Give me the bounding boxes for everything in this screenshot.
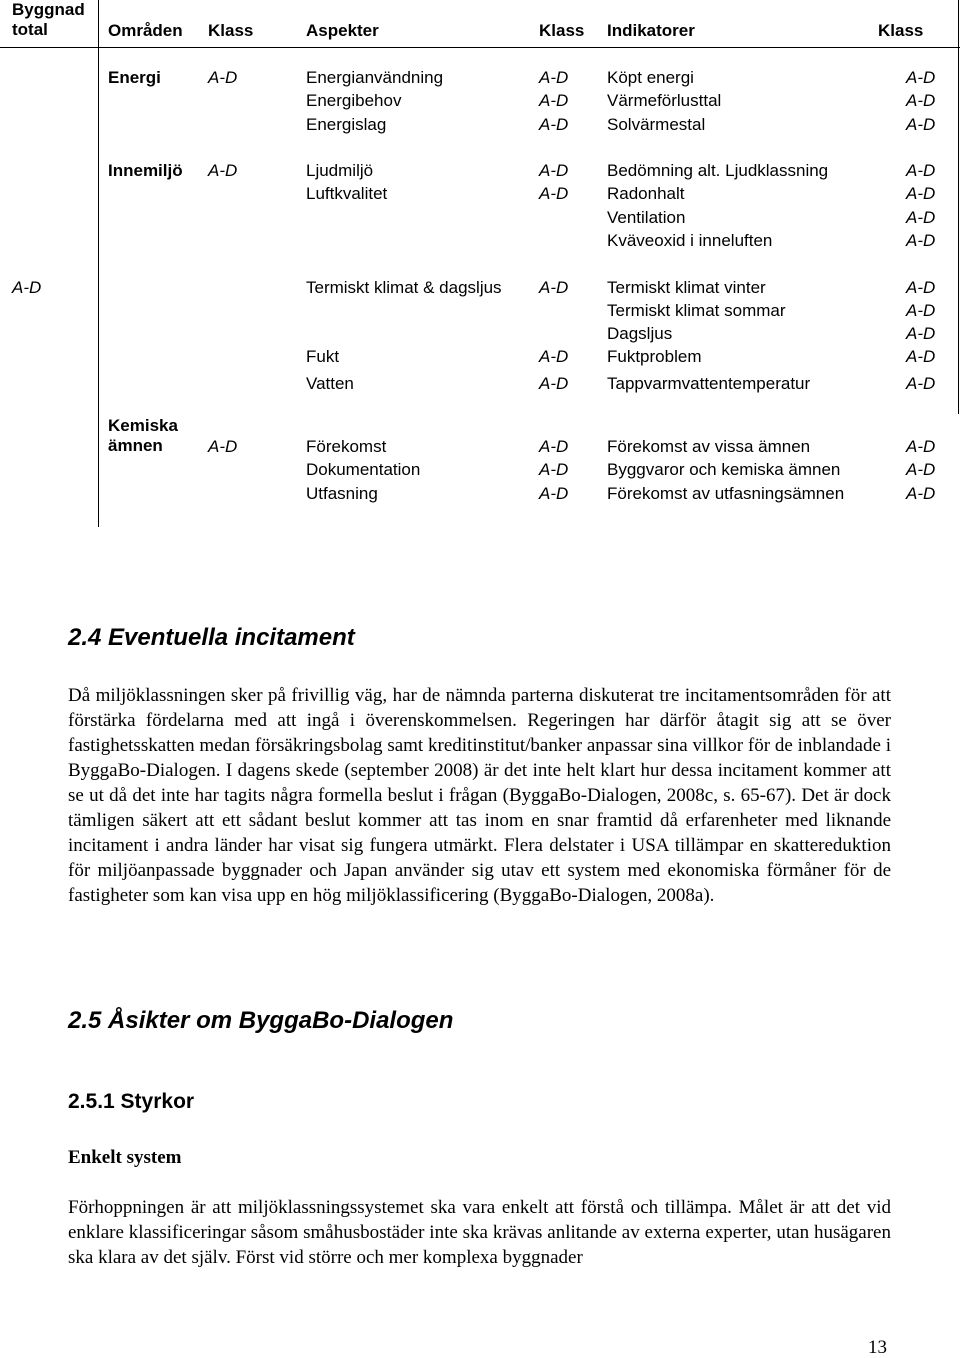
indicator-label: Köpt energi	[607, 68, 694, 87]
aspect-class: A-D	[539, 278, 569, 297]
indicator-label: Kväveoxid i inneluften	[607, 231, 773, 250]
indicator-label: Förekomst av utfasningsämnen	[607, 484, 845, 503]
indicator-class: A-D	[906, 91, 936, 110]
aspect-class: A-D	[539, 437, 569, 456]
aspect-class: A-D	[539, 484, 569, 503]
indicator-label: Dagsljus	[607, 324, 673, 343]
heading-2-5-1: 2.5.1 Styrkor	[68, 1090, 195, 1113]
header-klass-indikatorer: Klass	[878, 21, 924, 40]
indicator-class: A-D	[906, 278, 936, 297]
indicator-label: Tappvarmvattentemperatur	[607, 374, 811, 393]
area-label: Innemiljö	[108, 161, 183, 180]
aspect-class: A-D	[539, 374, 569, 393]
total-class: A-D	[12, 278, 42, 297]
aspect-label: Förekomst	[306, 437, 387, 456]
aspect-class: A-D	[539, 347, 569, 366]
indicator-class: A-D	[906, 208, 936, 227]
aspect-label: Energianvändning	[306, 68, 444, 87]
heading-2-4: 2.4 Eventuella incitament	[68, 624, 355, 651]
indicator-label: Radonhalt	[607, 184, 685, 203]
indicator-label: Fuktproblem	[607, 347, 702, 366]
area-label: Energi	[108, 68, 161, 87]
table-header-rule	[0, 47, 960, 48]
indicator-class: A-D	[906, 347, 936, 366]
header-klass-aspekter: Klass	[539, 21, 585, 40]
indicator-label: Förekomst av vissa ämnen	[607, 437, 811, 456]
paragraph-enkelt-system: Förhoppningen är att miljöklassningssystemet ska vara enkelt att förstå och tillämpa. Målet är att det vid enklare klassificeringar såsom småhusbostäder inte ska krävas anlitande av externa experter, utan husägaren ska klara av det själv. Först vid större och mer komplexa byggnader	[68, 1197, 891, 1268]
area-label: Kemiska ämnen	[108, 416, 178, 455]
table-vertical-rule	[98, 0, 99, 527]
table-right-rule	[958, 0, 959, 414]
indicator-class: A-D	[906, 68, 936, 87]
area-class: A-D	[208, 68, 238, 87]
indicator-class: A-D	[906, 374, 936, 393]
header-omraden: Områden	[108, 21, 183, 40]
indicator-class: A-D	[906, 231, 936, 250]
aspect-label: Luftkvalitet	[306, 184, 388, 203]
header-klass-omraden: Klass	[208, 21, 254, 40]
indicator-label: Termiskt klimat sommar	[607, 301, 786, 320]
aspect-label: Energislag	[306, 115, 387, 134]
aspect-class: A-D	[539, 460, 569, 479]
indicator-class: A-D	[906, 324, 936, 343]
aspect-label: Vatten	[306, 374, 354, 393]
indicator-label: Bedömning alt. Ljudklassning	[607, 161, 829, 180]
indicator-label: Termiskt klimat vinter	[607, 278, 766, 297]
indicator-class: A-D	[906, 484, 936, 503]
paragraph-incitament: Då miljöklassningen sker på frivillig väg, har de nämnda parterna diskuterat tre incitamentsområden för att förstärka fördelarna med att ingå i överenskommelsen. Regeringen har därför åtagit sig att se över fastighetsskatten medan försäkringsbolag samt kreditinstitut/banker anpassar sina villkor för de inblandade i ByggaBo-Dialogen. I dagens skede (september 2008) är det inte helt klart hur dessa incitament kommer att se ut då det inte har tagits några formella beslut i frågan (ByggaBo-Dialogen, 2008c, s. 65-67). Det är dock tämligen säkert att ett sådant beslut kommer att tas inom en snar framtid då erfarenheter med liknande incitament i andra länder har visat sig fungera utmärkt. Flera delstater i USA tillämpar en skattereduktion för miljöanpassade byggnader och Japan använder sig utav ett system med ekonomiska förmåner för de fastigheter som kan visa upp en hög miljöklassificering (ByggaBo-Dialogen, 2008a).	[68, 685, 891, 906]
indicator-class: A-D	[906, 301, 936, 320]
aspect-class: A-D	[539, 91, 569, 110]
heading-enkelt-system: Enkelt system	[68, 1147, 182, 1168]
aspect-label: Energibehov	[306, 91, 402, 110]
aspect-class: A-D	[539, 184, 569, 203]
indicator-class: A-D	[906, 115, 936, 134]
aspect-class: A-D	[539, 115, 569, 134]
aspect-class: A-D	[539, 68, 569, 87]
indicator-label: Solvärmestal	[607, 115, 706, 134]
page-number: 13	[868, 1337, 887, 1358]
aspect-label: Termiskt klimat & dagsljus	[306, 278, 502, 297]
header-indikatorer: Indikatorer	[607, 21, 695, 40]
heading-2-5: 2.5 Åsikter om ByggaBo-Dialogen	[68, 1007, 454, 1034]
aspect-class: A-D	[539, 161, 569, 180]
area-class: A-D	[208, 437, 238, 456]
indicator-label: Värmeförlusttal	[607, 91, 722, 110]
indicator-label: Ventilation	[607, 208, 686, 227]
indicator-class: A-D	[906, 184, 936, 203]
aspect-label: Fukt	[306, 347, 340, 366]
indicator-label: Byggvaror och kemiska ämnen	[607, 460, 841, 479]
indicator-class: A-D	[906, 161, 936, 180]
header-byggnad-total: Byggnad total	[12, 0, 85, 39]
aspect-label: Ljudmiljö	[306, 161, 374, 180]
area-class: A-D	[208, 161, 238, 180]
indicator-class: A-D	[906, 437, 936, 456]
indicator-class: A-D	[906, 460, 936, 479]
aspect-label: Dokumentation	[306, 460, 421, 479]
aspect-label: Utfasning	[306, 484, 378, 503]
header-aspekter: Aspekter	[306, 21, 379, 40]
